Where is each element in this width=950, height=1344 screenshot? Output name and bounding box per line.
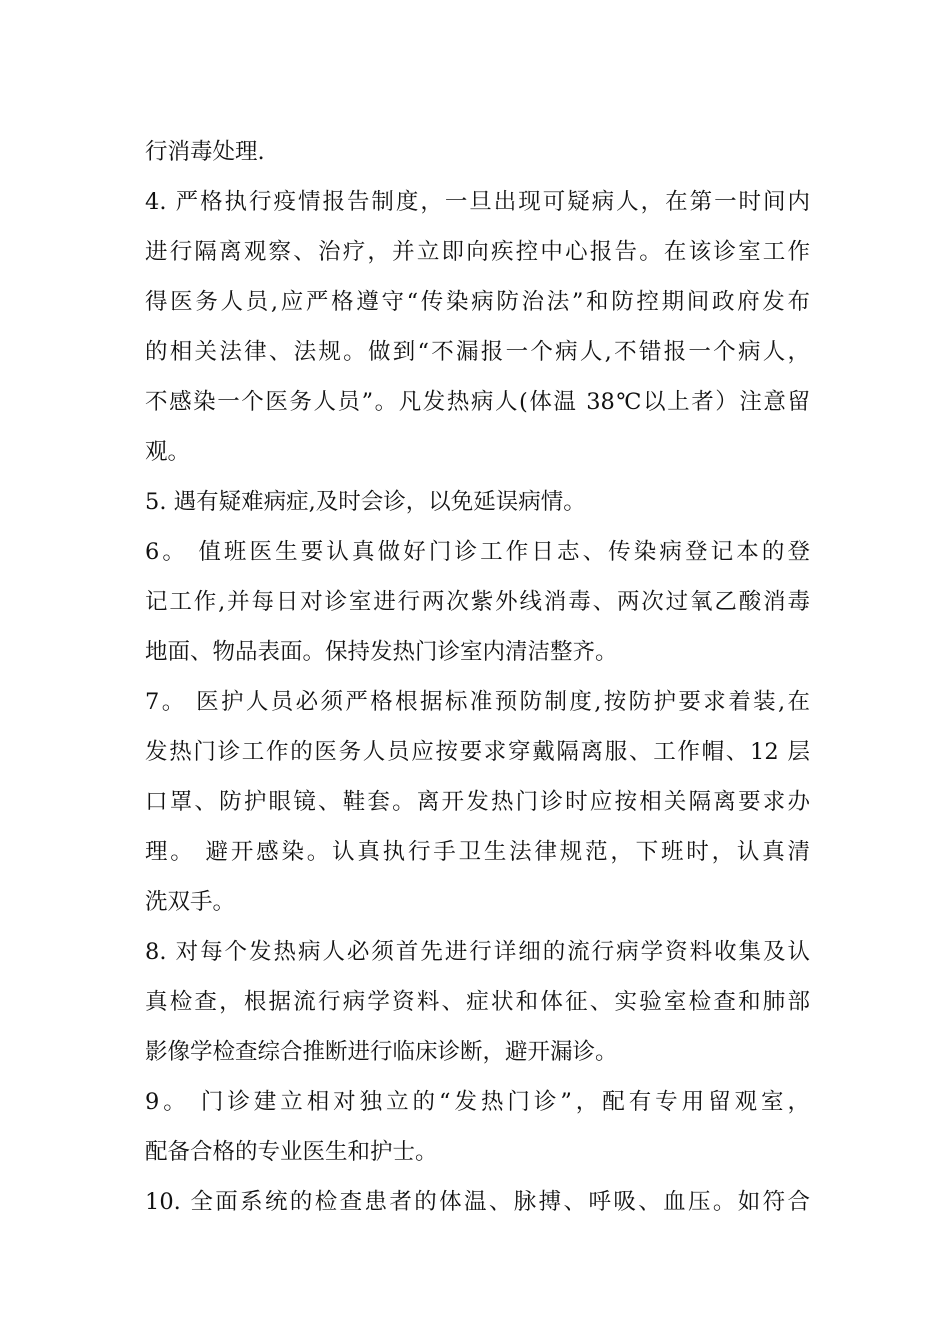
text-line: 影像学检查综合推断进行临床诊断，避开漏诊。 — [145, 1039, 618, 1065]
text-line: 口罩、防护眼镜、鞋套。离开发热门诊时应按相关隔离要求办 — [145, 789, 810, 815]
text-line: 10. 全面系统的检查患者的体温、脉搏、呼吸、血压。如符合 — [145, 1189, 810, 1215]
text-line: 9。 门诊建立相对独立的“发热门诊”，配有专用留观室， — [145, 1089, 810, 1115]
text-line: 观。 — [145, 439, 191, 465]
text-line: 真检查，根据流行病学资料、症状和体征、实验室检查和肺部 — [145, 989, 810, 1015]
text-line: 5. 遇有疑难病症,及时会诊，以免延误病情。 — [145, 489, 586, 515]
text-line: 进行隔离观察、治疗，并立即向疾控中心报告。在该诊室工作 — [145, 239, 810, 265]
text-line: 配备合格的专业医生和护士。 — [145, 1139, 438, 1165]
text-line: 洗双手。 — [145, 889, 236, 915]
text-line: 理。 避开感染。认真执行手卫生法律规范，下班时，认真清 — [145, 839, 810, 865]
text-line: 4. 严格执行疫情报告制度，一旦出现可疑病人，在第一时间内 — [145, 189, 810, 215]
text-line: 7。 医护人员必须严格根据标准预防制度,按防护要求着装,在 — [145, 689, 810, 715]
text-line: 8. 对每个发热病人必须首先进行详细的流行病学资料收集及认 — [145, 939, 810, 965]
text-line: 6。 值班医生要认真做好门诊工作日志、传染病登记本的登 — [145, 539, 810, 565]
text-line: 的相关法律、法规。做到“不漏报一个病人,不错报一个病人， — [145, 339, 810, 365]
text-line: 地面、物品表面。保持发热门诊室内清洁整齐。 — [145, 639, 618, 665]
text-line: 行消毒处理. — [145, 139, 265, 165]
text-line: 不感染一个医务人员”。凡发热病人(体温 38℃以上者）注意留 — [145, 389, 810, 415]
text-line: 记工作,并每日对诊室进行两次紫外线消毒、两次过氧乙酸消毒 — [145, 589, 810, 615]
text-line: 发热门诊工作的医务人员应按要求穿戴隔离服、工作帽、12 层 — [145, 739, 810, 765]
text-line: 得医务人员,应严格遵守“传染病防治法”和防控期间政府发布 — [145, 289, 810, 315]
